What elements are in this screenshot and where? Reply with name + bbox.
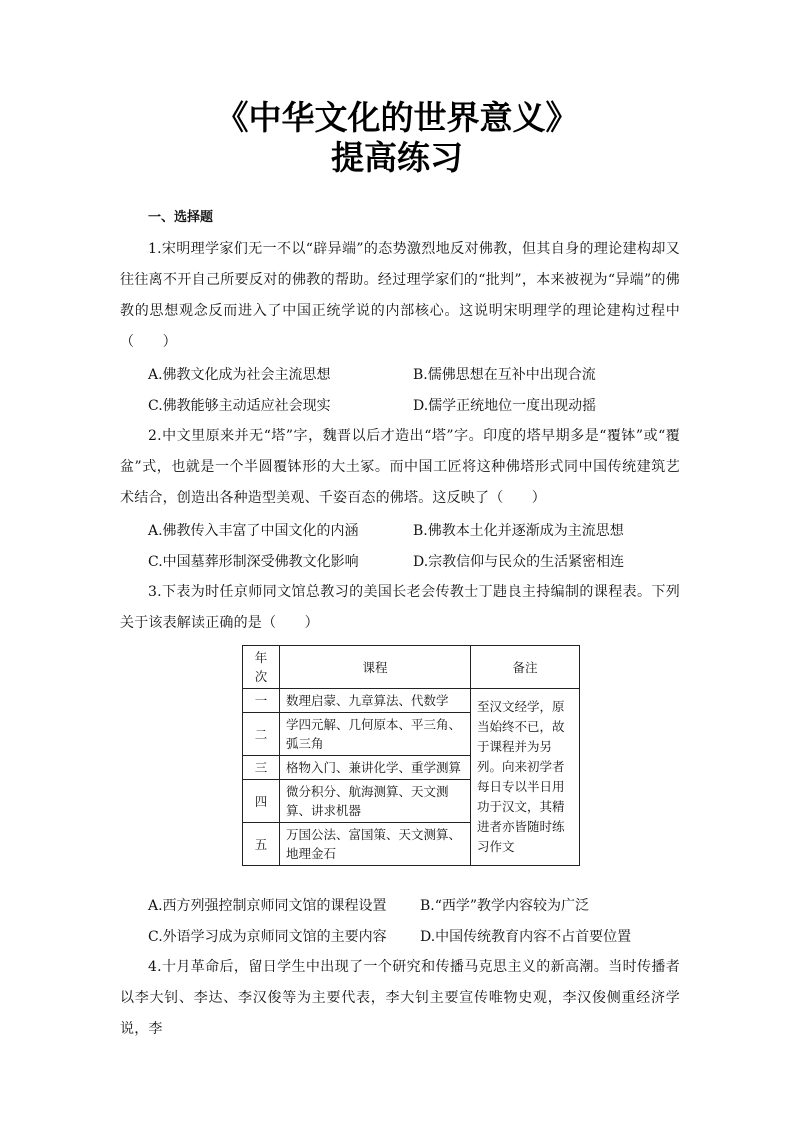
q1-option-c: C.佛教能够主动适应社会现实	[148, 398, 331, 414]
document-title: 《中华文化的世界意义》	[215, 98, 579, 137]
q3-option-a: A.西方列强控制京师同文馆的课程设置	[148, 898, 387, 914]
row-year: 二	[243, 713, 280, 756]
question-2-stem: 2.中文里原来并无“塔”字，魏晋以后才造出“塔”字。印度的塔早期多是“覆钵”或“覆盆”式，也就是一个半圆覆钵形的大土冢。而中国工匠将这种佛塔形式同中国传统建筑艺术结合，创造出各种造型美观、千姿百态的佛塔。这反映了（ ）	[120, 428, 680, 506]
row-course: 格物入门、兼讲化学、重学测算	[280, 756, 471, 780]
table-header-row	[243, 646, 580, 689]
question-1-stem: 1.宋明理学家们无一不以“辟异端”的态势激烈地反对佛教，但其自身的理论建构却又往往离不开自己所要反对的佛教的帮助。经过理学家们的“批判”，本来被视为“异端”的佛教的思想观念反而进入了中国正统学说的内部核心。这说明宋明理学的理论建构过程中（ ）	[120, 241, 680, 350]
question-4-stem: 4.十月革命后，留日学生中出现了一个研究和传播马克思主义的新高潮。当时传播者以李大钊、李达、李汉俊等为主要代表，李大钊主要宣传唯物史观，李汉俊侧重经济学说，李	[120, 959, 680, 1037]
row-course: 学四元解、几何原本、平三角、弧三角	[280, 713, 471, 756]
row-year: 四	[243, 780, 280, 823]
note-cell: 至汉文经学，原当始终不已，故于课程并为另列。向来初学者每日专以半日用功于汉文，其精进者亦皆随时练习作文	[471, 689, 580, 866]
row-course: 万国公法、富国策、天文测算、地理金石	[280, 823, 471, 866]
q2-option-c: C.中国墓葬形制深受佛教文化影响	[148, 554, 359, 570]
q1-option-d: D.儒学正统地位一度出现动摇	[413, 398, 597, 414]
header-note: 备注	[471, 646, 580, 689]
table-row	[243, 689, 580, 713]
row-year: 三	[243, 756, 280, 780]
header-year: 年次	[243, 646, 280, 689]
row-year: 一	[243, 689, 280, 713]
header-course: 课程	[280, 646, 471, 689]
row-year: 五	[243, 823, 280, 866]
document-subtitle: 提高练习	[331, 138, 463, 177]
q2-option-d: D.宗教信仰与民众的生活紧密相连	[413, 554, 625, 570]
q3-option-d: D.中国传统教育内容不占首要位置	[420, 929, 632, 945]
question-3-stem: 3.下表为时任京师同文馆总教习的美国长老会传教士丁韪良主持编制的课程表。下列关于该表解读正确的是（ ）	[120, 584, 680, 631]
q3-option-b: B.“西学”教学内容较为广泛	[420, 898, 590, 914]
q1-option-b: B.儒佛思想在互补中出现合流	[413, 367, 596, 383]
section-heading: 一、选择题	[148, 210, 214, 225]
q3-option-c: C.外语学习成为京师同文馆的主要内容	[148, 929, 387, 945]
q2-option-b: B.佛教本土化并逐渐成为主流思想	[413, 523, 624, 539]
row-course: 微分积分、航海测算、天文测算、讲求机器	[280, 780, 471, 823]
q2-option-a: A.佛教传入丰富了中国文化的内涵	[148, 523, 359, 539]
q1-option-a: A.佛教文化成为社会主流思想	[148, 367, 331, 383]
row-course: 数理启蒙、九章算法、代数学	[280, 689, 471, 713]
course-table	[242, 645, 580, 866]
